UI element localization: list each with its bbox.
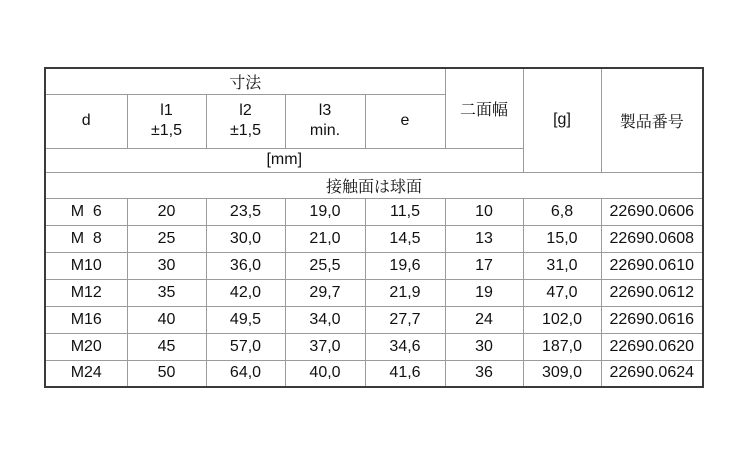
table-row bbox=[45, 225, 703, 252]
cell-l3: 29,7 bbox=[285, 279, 365, 306]
cell-d: M20 bbox=[45, 333, 127, 360]
cell-l1: 45 bbox=[127, 333, 206, 360]
cell-l1: 50 bbox=[127, 360, 206, 387]
cell-l2: 36,0 bbox=[206, 252, 285, 279]
cell-d: M16 bbox=[45, 306, 127, 333]
header-l3 bbox=[285, 94, 365, 148]
cell-l1: 35 bbox=[127, 279, 206, 306]
header-dimensions: 寸法 bbox=[45, 68, 445, 94]
table-row bbox=[45, 333, 703, 360]
cell-l3: 34,0 bbox=[285, 306, 365, 333]
header-l1-tolerance: ±1,5 bbox=[150, 122, 183, 139]
cell-d: M 8 bbox=[45, 225, 127, 252]
section-note: 接触面は球面 bbox=[45, 172, 703, 198]
cell-weight: 31,0 bbox=[523, 252, 601, 279]
cell-e: 41,6 bbox=[365, 360, 445, 387]
cell-l3: 37,0 bbox=[285, 333, 365, 360]
cell-width-across-flats: 24 bbox=[445, 306, 523, 333]
header-l2 bbox=[206, 94, 285, 148]
header-l3-qualifier: min. bbox=[309, 122, 341, 139]
cell-l1: 40 bbox=[127, 306, 206, 333]
cell-product-number: 22690.0610 bbox=[601, 252, 703, 279]
cell-weight: 47,0 bbox=[523, 279, 601, 306]
table-row bbox=[45, 306, 703, 333]
cell-product-number: 22690.0620 bbox=[601, 333, 703, 360]
cell-l3: 25,5 bbox=[285, 252, 365, 279]
cell-d: M24 bbox=[45, 360, 127, 387]
cell-width-across-flats: 19 bbox=[445, 279, 523, 306]
cell-d: M 6 bbox=[45, 198, 127, 225]
header-width-across-flats: 二面幅 bbox=[445, 68, 523, 148]
cell-l2: 57,0 bbox=[206, 333, 285, 360]
header-l3-label: l3 bbox=[318, 102, 332, 119]
header-l1 bbox=[127, 94, 206, 148]
cell-product-number: 22690.0624 bbox=[601, 360, 703, 387]
header-weight: [g] bbox=[523, 68, 601, 172]
cell-l2: 49,5 bbox=[206, 306, 285, 333]
cell-weight: 6,8 bbox=[523, 198, 601, 225]
cell-l1: 20 bbox=[127, 198, 206, 225]
unit-cell: [mm] bbox=[45, 148, 523, 172]
cell-product-number: 22690.0616 bbox=[601, 306, 703, 333]
cell-l1: 25 bbox=[127, 225, 206, 252]
cell-l3: 19,0 bbox=[285, 198, 365, 225]
cell-e: 11,5 bbox=[365, 198, 445, 225]
cell-l2: 42,0 bbox=[206, 279, 285, 306]
cell-l3: 21,0 bbox=[285, 225, 365, 252]
cell-weight: 309,0 bbox=[523, 360, 601, 387]
table-row-section-note bbox=[45, 172, 703, 198]
cell-e: 27,7 bbox=[365, 306, 445, 333]
header-e: e bbox=[365, 94, 445, 148]
cell-weight: 187,0 bbox=[523, 333, 601, 360]
cell-l2: 64,0 bbox=[206, 360, 285, 387]
cell-width-across-flats: 10 bbox=[445, 198, 523, 225]
dimension-spec-table bbox=[44, 67, 704, 388]
cell-d: M12 bbox=[45, 279, 127, 306]
header-l2-tolerance: ±1,5 bbox=[229, 122, 262, 139]
cell-l3: 40,0 bbox=[285, 360, 365, 387]
cell-product-number: 22690.0608 bbox=[601, 225, 703, 252]
header-l1-label: l1 bbox=[160, 102, 173, 119]
cell-width-across-flats: 36 bbox=[445, 360, 523, 387]
cell-weight: 102,0 bbox=[523, 306, 601, 333]
cell-width-across-flats: 17 bbox=[445, 252, 523, 279]
table-row bbox=[45, 279, 703, 306]
cell-l2: 23,5 bbox=[206, 198, 285, 225]
cell-l2: 30,0 bbox=[206, 225, 285, 252]
cell-product-number: 22690.0606 bbox=[601, 198, 703, 225]
table-row bbox=[45, 360, 703, 387]
cell-l1: 30 bbox=[127, 252, 206, 279]
cell-product-number: 22690.0612 bbox=[601, 279, 703, 306]
cell-width-across-flats: 30 bbox=[445, 333, 523, 360]
table-row-group-header bbox=[45, 68, 703, 94]
header-product-number: 製品番号 bbox=[601, 68, 703, 172]
cell-weight: 15,0 bbox=[523, 225, 601, 252]
cell-e: 19,6 bbox=[365, 252, 445, 279]
cell-e: 21,9 bbox=[365, 279, 445, 306]
cell-width-across-flats: 13 bbox=[445, 225, 523, 252]
cell-e: 34,6 bbox=[365, 333, 445, 360]
cell-e: 14,5 bbox=[365, 225, 445, 252]
header-d: d bbox=[45, 94, 127, 148]
cell-d: M10 bbox=[45, 252, 127, 279]
table-row bbox=[45, 198, 703, 225]
header-l2-label: l2 bbox=[239, 102, 252, 119]
table-row bbox=[45, 252, 703, 279]
